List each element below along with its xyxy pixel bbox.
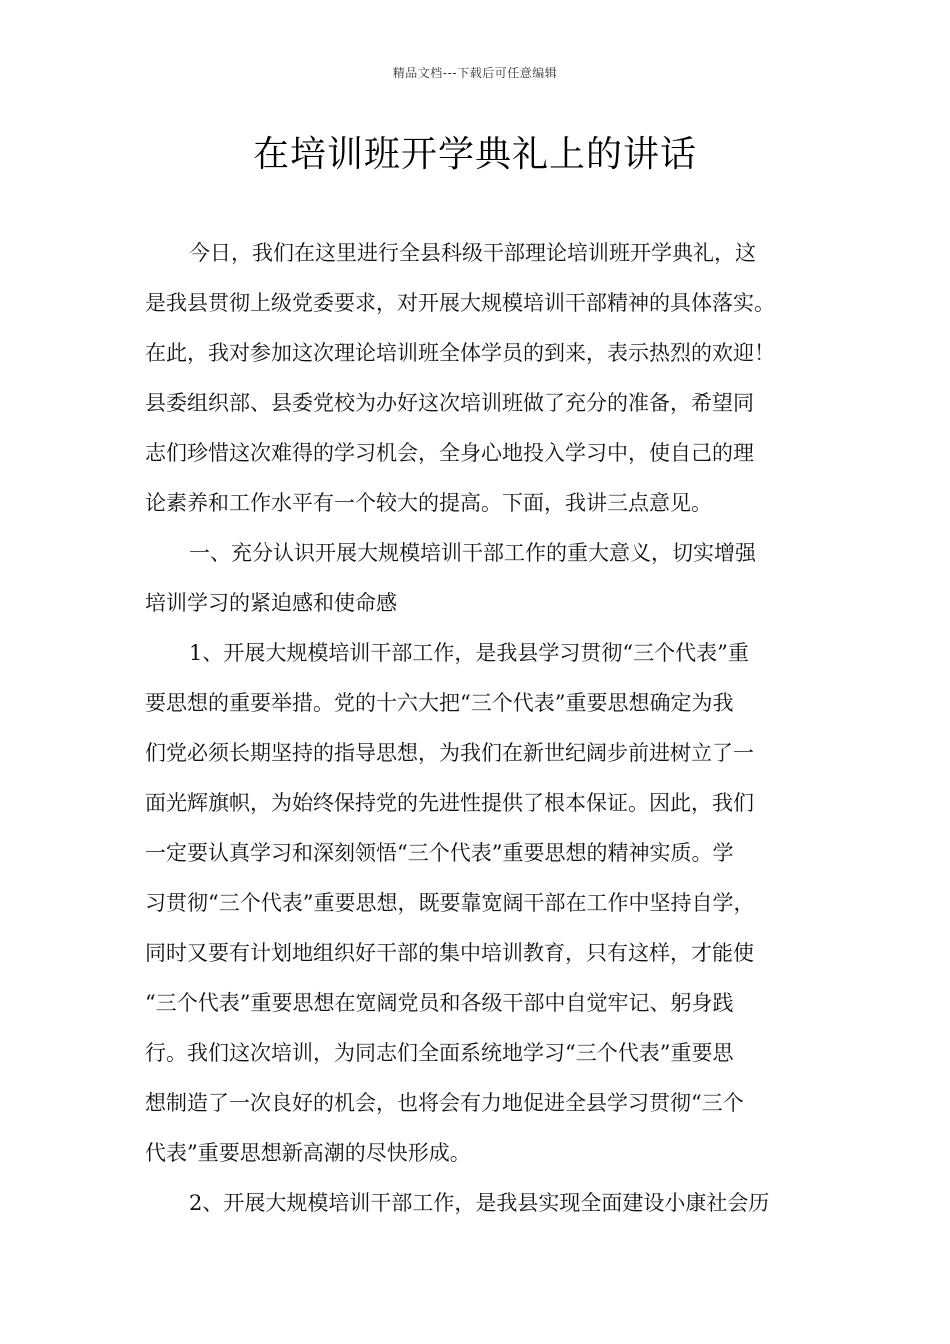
text-line: 们党必须长期坚持的指导思想，为我们在新世纪阔步前进树立了一 bbox=[145, 741, 754, 765]
text-line: 习贯彻“三个代表”重要思想，既要靠宽阔干部在工作中坚持自学， bbox=[145, 891, 755, 915]
text-line: 论素养和工作水平有一个较大的提高。下面，我讲三点意见。 bbox=[145, 491, 712, 515]
text-line: 行。我们这次培训，为同志们全面系统地学习“三个代表”重要思 bbox=[145, 1041, 734, 1065]
text-line: 是我县贯彻上级党委要求，对开展大规模培训干部精神的具体落实。 bbox=[145, 291, 775, 315]
document-title: 在培训班开学典礼上的讲话 bbox=[252, 134, 697, 175]
text-line: 要思想的重要举措。党的十六大把“三个代表”重要思想确定为我 bbox=[145, 691, 734, 715]
text-line: 一定要认真学习和深刻领悟“三个代表”重要思想的精神实质。学 bbox=[145, 841, 734, 865]
text-line: 同时又要有计划地组织好干部的集中培训教育，只有这样，才能使 bbox=[145, 941, 754, 965]
text-line: 面光辉旗帜，为始终保持党的先进性提供了根本保证。因此，我们 bbox=[145, 791, 754, 815]
text-line: “三个代表”重要思想在宽阔党员和各级干部中自觉牢记、躬身践 bbox=[145, 991, 734, 1015]
text-line: 今日，我们在这里进行全县科级干部理论培训班开学典礼，这 bbox=[189, 241, 756, 265]
document-body bbox=[145, 228, 825, 1228]
text-line: 培训学习的紧迫感和使命感 bbox=[145, 591, 397, 615]
text-line: 一、充分认识开展大规模培训干部工作的重大意义，切实增强 bbox=[189, 541, 756, 565]
text-line: 代表”重要思想新高潮的尽快形成。 bbox=[145, 1141, 471, 1165]
text-line: 1、开展大规模培训干部工作，是我县学习贯彻“三个代表”重 bbox=[189, 641, 749, 665]
text-line: 2、开展大规模培训干部工作，是我县实现全面建设小康社会历 bbox=[189, 1191, 770, 1215]
text-line: 在此，我对参加这次理论培训班全体学员的到来，表示热烈的欢迎！ bbox=[145, 341, 775, 365]
text-line: 想制造了一次良好的机会，也将会有力地促进全县学习贯彻“三个 bbox=[145, 1091, 744, 1115]
header-note: 精品文档---下载后可任意编辑 bbox=[392, 66, 558, 80]
text-line: 县委组织部、县委党校为办好这次培训班做了充分的准备，希望同 bbox=[145, 391, 754, 415]
text-line: 志们珍惜这次难得的学习机会，全身心地投入学习中，使自己的理 bbox=[145, 441, 754, 465]
